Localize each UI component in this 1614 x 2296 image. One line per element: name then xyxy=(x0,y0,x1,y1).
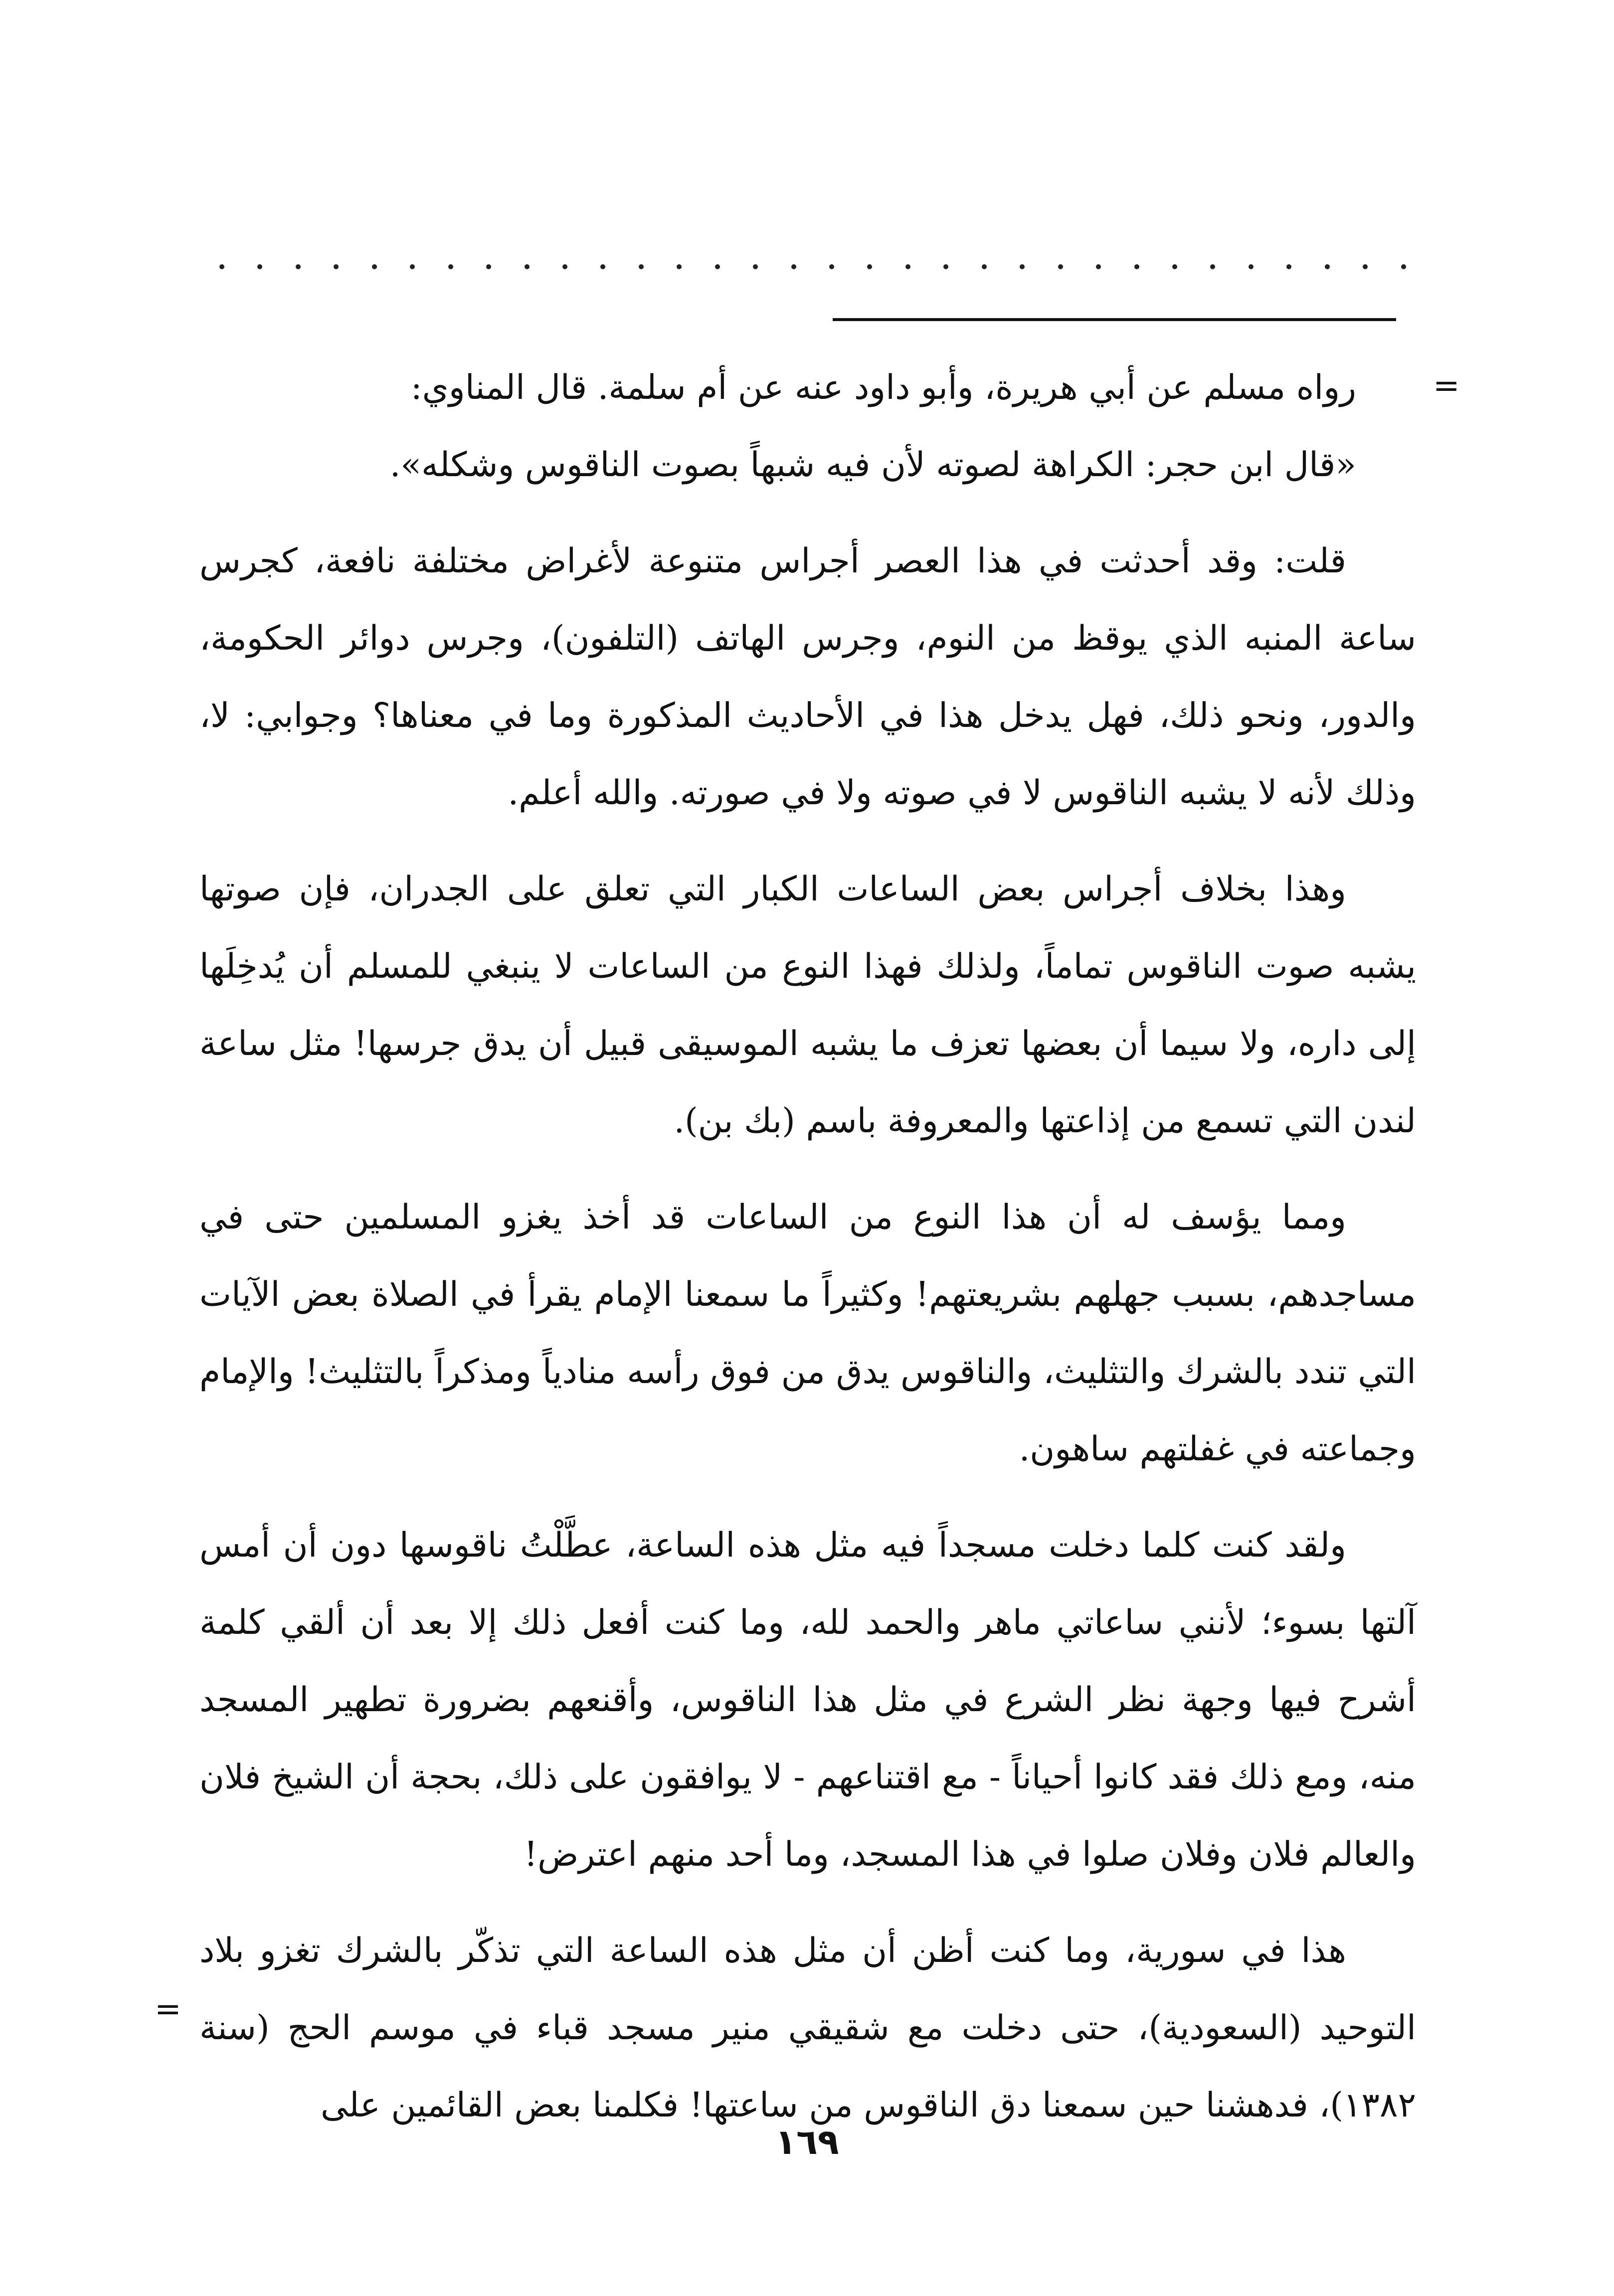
dot xyxy=(639,264,644,269)
dot xyxy=(1401,264,1406,269)
paragraph: وهذا بخلاف أجراس بعض الساعات الكبار التي تعلق على الجدران، فإن صوتها يشبه صوت الناقوس تماماً، ولذلك فهذا النوع من الساعات لا ينبغي للمسلم أن يُدخِلَها إلى داره، ولا سيما أن بعضها تعزف ما يشبه الموسيقى قبيل أن يدق جرسها! مثل ساعة لندن التي تسمع من إذاعتها والمعروفة باسم (بك بن). xyxy=(199,870,1416,1141)
dot xyxy=(867,264,872,269)
page-number: ١٦٩ xyxy=(775,2121,839,2162)
dot xyxy=(982,264,987,269)
dot xyxy=(334,264,339,269)
paragraph: ولقد كنت كلما دخلت مسجداً فيه مثل هذه الساعة، عطَّلْتُ ناقوسها دون أن أمس آلتها بسوء؛ لأنني ساعاتي ماهر والحمد لله، وما كنت أفعل ذلك إلا بعد أن ألقي كلمة أشرح فيها وجهة نظر الشرع في مثل هذا الناقوس، وأقنعهم بضرورة تطهير المسجد منه، ومع ذلك فقد كانوا أحياناً - مع اقتناعهم - لا يوافقون على ذلك، بحجة أن الشيخ فلان والعالم فلان وفلان صلوا في هذا المسجد، وما أحد منهم اعترض! xyxy=(199,1526,1416,1874)
dot xyxy=(1020,264,1025,269)
dot xyxy=(257,264,262,269)
dot xyxy=(829,264,834,269)
dot xyxy=(448,264,453,269)
dotted-separator xyxy=(219,259,1406,274)
paragraph: رواه مسلم عن أبي هريرة، وأبو داود عنه عن أم سلمة. قال المناوي: xyxy=(410,368,1356,407)
paragraph: هذا في سورية، وما كنت أظن أن مثل هذه الساعة التي تذكّر بالشرك تغزو بلاد التوحيد (السعودية)، حتى دخلت مع شقيقي منير مسجد قباء في موسم الحج (سنة ١٣٨٢)، فدهشنا حين سمعنا دق الناقوس من ساعتها! فكلمنا بعض القائمين على xyxy=(199,1931,1416,2125)
dot xyxy=(1134,264,1139,269)
dot xyxy=(1096,264,1101,269)
dot xyxy=(677,264,682,269)
dot xyxy=(905,264,910,269)
dot xyxy=(525,264,530,269)
dot xyxy=(296,264,301,269)
dot xyxy=(1363,264,1368,269)
dot xyxy=(600,264,605,269)
dot xyxy=(715,264,720,269)
dot xyxy=(1210,264,1215,269)
dot xyxy=(791,264,796,269)
dot xyxy=(1172,264,1177,269)
paragraph: ومما يؤسف له أن هذا النوع من الساعات قد أخذ يغزو المسلمين حتى في مساجدهم، بسبب جهلهم بشريعتهم! وكثيراً ما سمعنا الإمام يقرأ في الصلاة بعض الآيات التي تندد بالشرك والتثليث، والناقوس يدق من فوق رأسه منادياً ومذكراً بالتثليث! والإمام وجماعته في غفلتهم ساهون. xyxy=(199,1198,1416,1469)
dot xyxy=(562,264,567,269)
dot xyxy=(1286,264,1291,269)
dot xyxy=(1058,264,1063,269)
dot xyxy=(943,264,948,269)
dot xyxy=(1325,264,1330,269)
dot xyxy=(1249,264,1254,269)
dot xyxy=(372,264,377,269)
continuation-marker: = xyxy=(155,1991,181,2028)
dot xyxy=(486,264,491,269)
body-text xyxy=(199,349,1416,2163)
dot xyxy=(410,264,415,269)
dot xyxy=(219,264,224,269)
paragraph: قلت: وقد أحدثت في هذا العصر أجراس متنوعة لأغراض مختلفة نافعة، كجرس ساعة المنبه الذي يوقظ من النوم، وجرس الهاتف (التلفون)، وجرس دوائر الحكومة، والدور، ونحو ذلك، فهل يدخل هذا في الأحاديث المذكورة وما في معناها؟ وجوابي: لا، وذلك لأنه لا يشبه الناقوس لا في صوته ولا في صورته. والله أعلم. xyxy=(199,541,1416,813)
footnote-rule xyxy=(833,318,1396,321)
footnote-continuation-marker: = xyxy=(1433,367,1460,404)
paragraph: «قال ابن حجر: الكراهة لصوته لأن فيه شبهاً بصوت الناقوس وشكله». xyxy=(389,445,1356,485)
dot xyxy=(753,264,758,269)
